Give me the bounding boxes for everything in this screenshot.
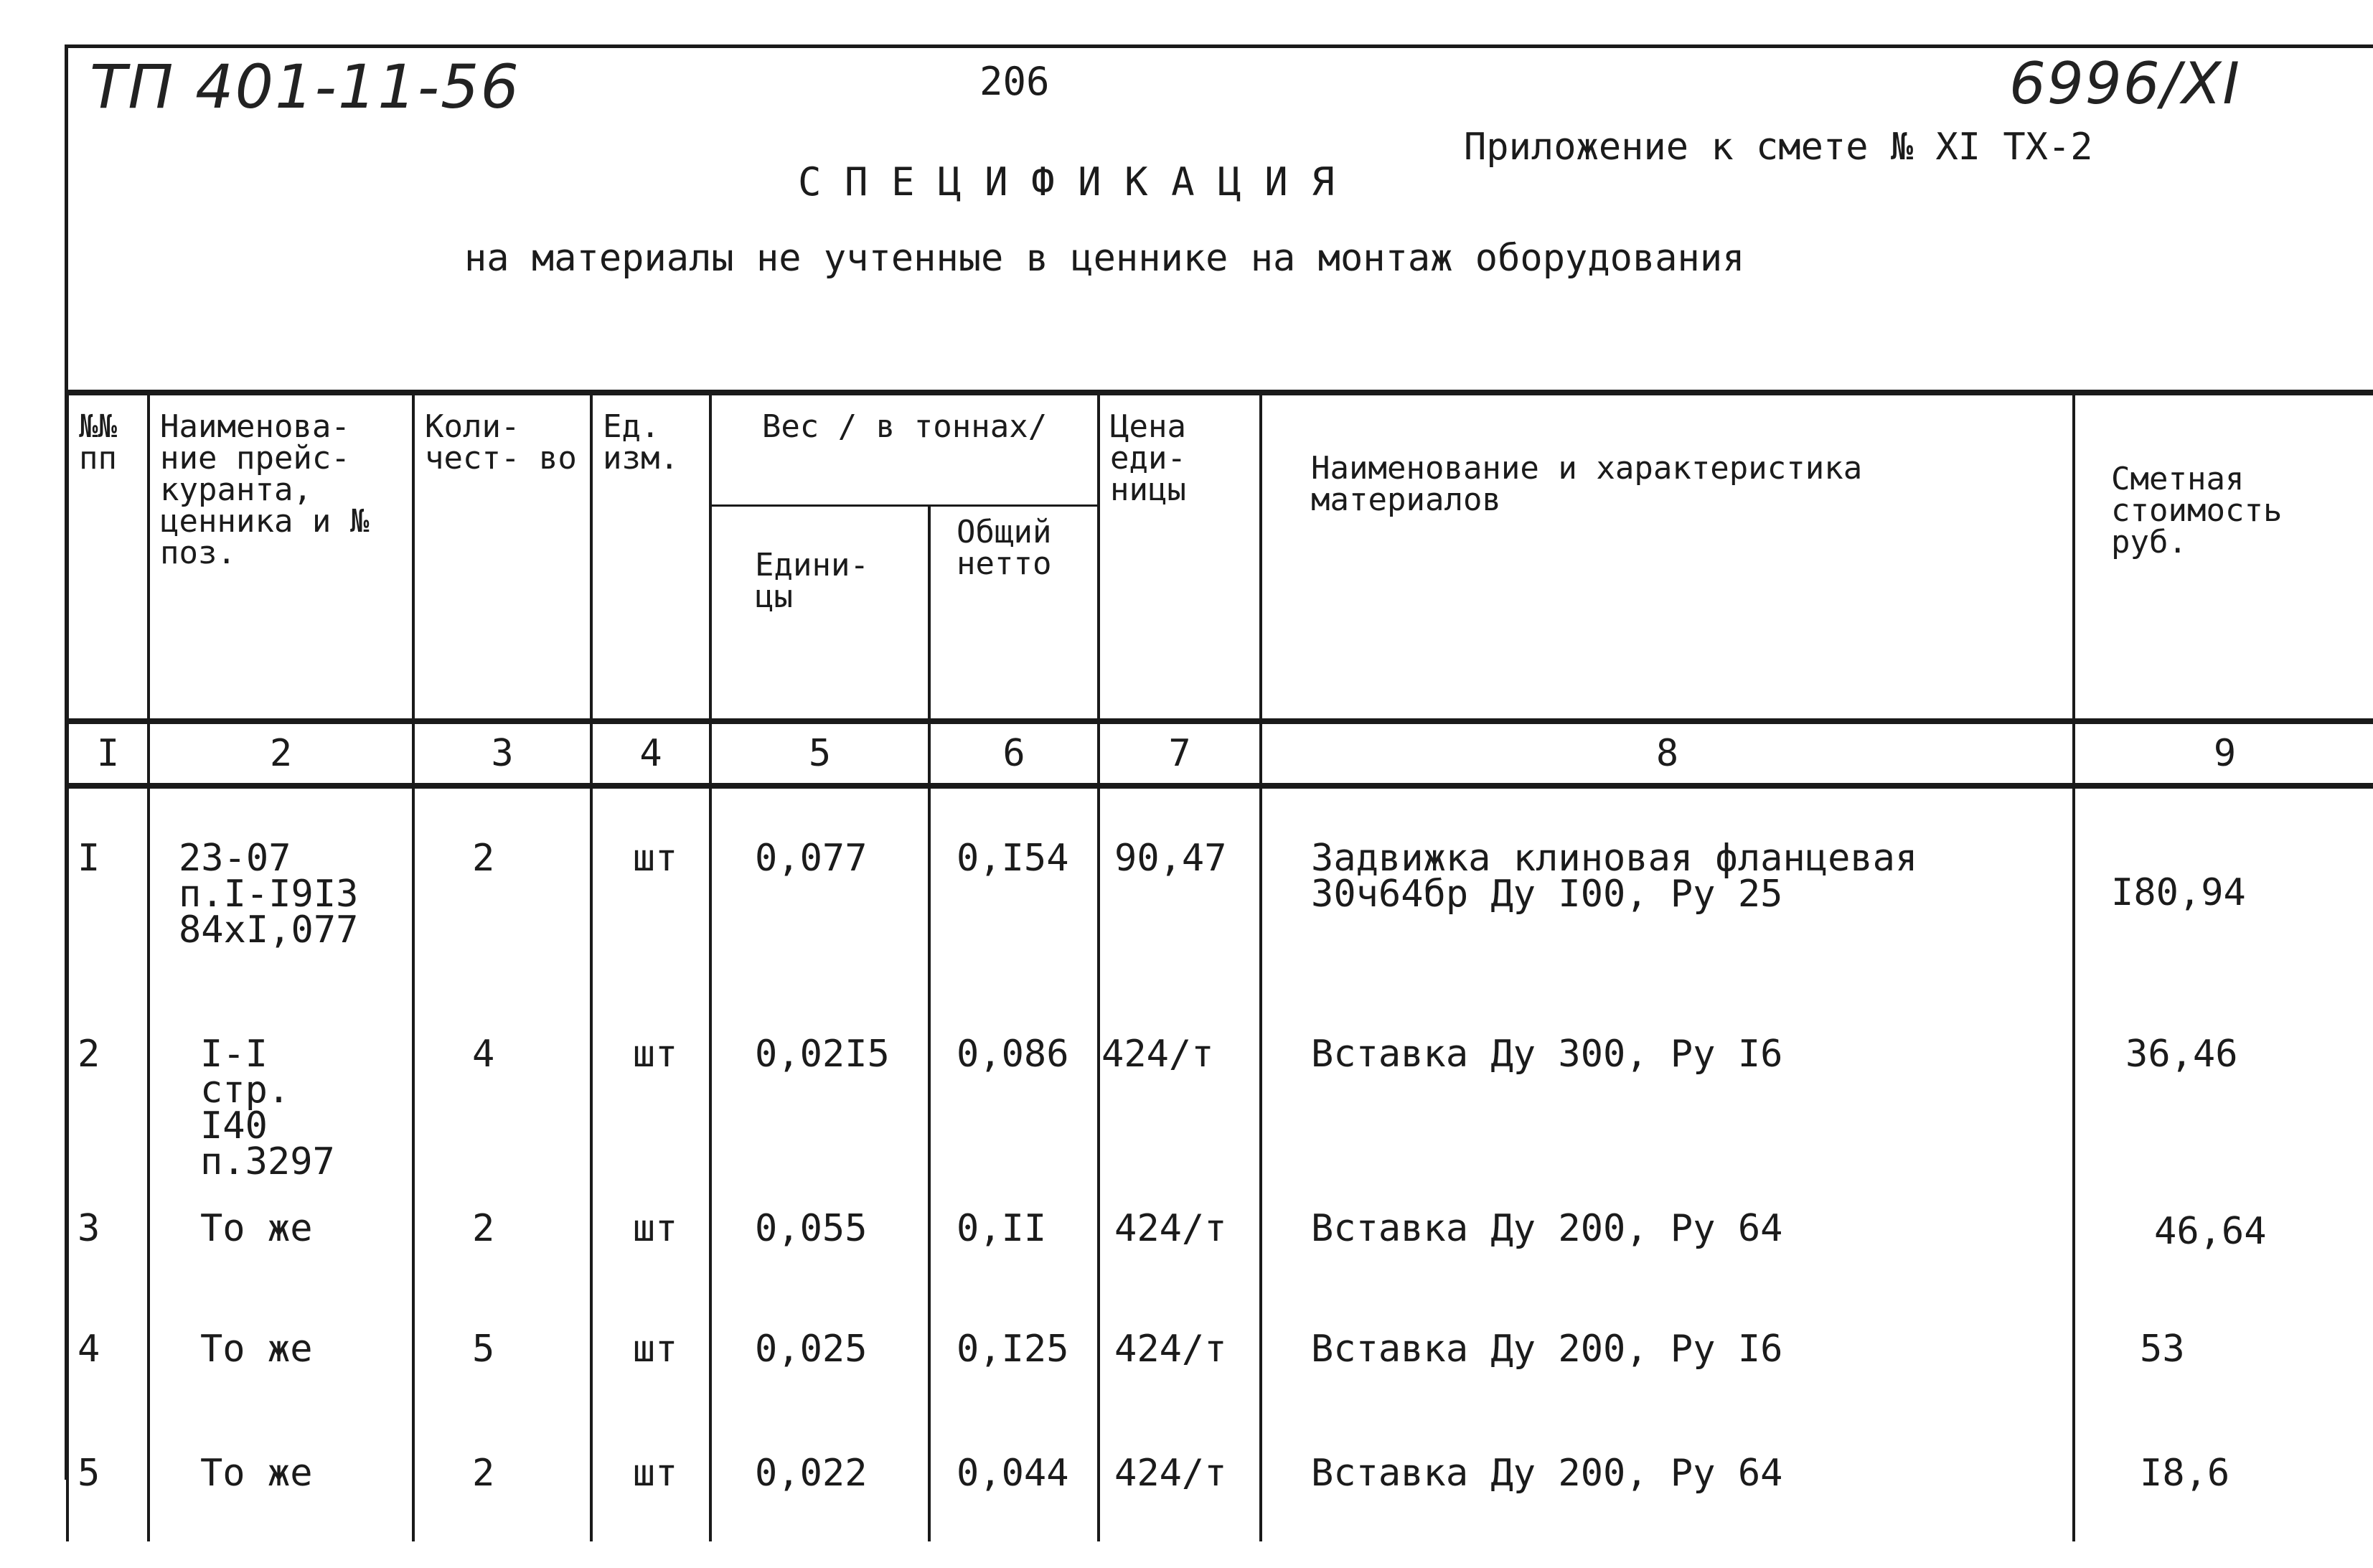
row-qty: 2 [413,1442,591,1541]
column-number: 7 [1099,721,1261,786]
row-num: 3 [67,1198,149,1318]
row-price-list: То же [149,1442,413,1541]
specification-table [66,390,2373,1541]
table-row [67,786,2373,1023]
column-number: 6 [929,721,1099,786]
row-price-list [149,1023,413,1198]
column-number: 4 [591,721,710,786]
col-header-cost: Сметная стоимость руб. [2074,393,2373,721]
row-weight-total: 0,044 [929,1442,1099,1541]
row-material: Вставка Ду 200, Ру 64 [1261,1198,2074,1318]
col-header-weight-unit: Едини- цы [710,506,929,722]
row-weight-unit: 0,02I5 [710,1023,929,1198]
row-unit: шт [591,786,710,1023]
row-qty: 2 [413,786,591,1023]
table-row [67,1198,2373,1318]
row-num: 5 [67,1442,149,1541]
row-weight-unit: 0,022 [710,1442,929,1541]
row-price-list-text: 23-07 п.I-I9I3 84xI,077 [179,837,359,952]
col-header-num: №№ пп [67,393,149,721]
page-number: 206 [979,59,1050,104]
col-header-material: Наименование и характеристика материалов [1261,393,2074,721]
document-title: С П Е Ц И Ф И К А Ц И Я [798,159,1335,205]
row-unit-price: 424/т [1099,1442,1261,1541]
row-cost: I80,94 [2074,786,2373,1023]
row-cost: 36,46 [2074,1023,2373,1198]
col-header-price-list: Наименова- ние прейс- куранта, ценника и № поз. [149,393,413,721]
row-material: Вставка Ду 200, Ру I6 [1261,1318,2074,1442]
row-weight-total: 0,I54 [929,786,1099,1023]
row-qty: 4 [413,1023,591,1198]
column-number-row [67,721,2373,786]
row-num: I [67,786,149,1023]
col-header-weight-total: Общий нетто [929,506,1099,722]
appendix-label: Приложение к смете № XI ТХ-2 [1464,126,2093,169]
row-unit-price: 424/т [1099,1023,1261,1198]
header-row [67,393,2373,506]
row-material [1261,786,2074,1023]
row-weight-unit: 0,025 [710,1318,929,1442]
frame-top-line [65,44,2373,48]
row-weight-total: 0,II [929,1198,1099,1318]
column-number: 9 [2074,721,2373,786]
document-subtitle: на материалы не учтенные в ценнике на монтаж оборудования [464,237,1745,280]
row-num: 4 [67,1318,149,1442]
table-row [67,1023,2373,1198]
sheet-code: 6996/XI [2009,50,2241,117]
row-num: 2 [67,1023,149,1198]
row-unit: шт [591,1318,710,1442]
row-cost: 46,64 [2074,1198,2373,1318]
row-unit: шт [591,1198,710,1318]
row-price-list: То же [149,1198,413,1318]
row-qty: 2 [413,1198,591,1318]
column-number: I [67,721,149,786]
col-header-quantity: Коли- чест- во [413,393,591,721]
column-number: 3 [413,721,591,786]
row-price-list-text: I-I стр. I40 п.3297 [200,1033,335,1183]
column-number: 5 [710,721,929,786]
row-unit-price: 424/т [1099,1198,1261,1318]
row-unit: шт [591,1442,710,1541]
row-weight-unit: 0,055 [710,1198,929,1318]
col-header-unit-price: Цена еди- ницы [1099,393,1261,721]
row-weight-unit: 0,077 [710,786,929,1023]
row-unit-price: 90,47 [1099,786,1261,1023]
column-number: 8 [1261,721,2074,786]
table-row [67,1442,2373,1541]
table-row [67,1318,2373,1442]
row-material-text: Задвижка клиновая фланцевая 30ч64бр Ду I00, Ру 25 [1311,837,1918,916]
row-unit: шт [591,1023,710,1198]
row-price-list: То же [149,1318,413,1442]
row-material: Вставка Ду 300, Ру I6 [1261,1023,2074,1198]
row-cost: I8,6 [2074,1442,2373,1541]
row-unit-price: 424/т [1099,1318,1261,1442]
row-cost: 53 [2074,1318,2373,1442]
row-weight-total: 0,I25 [929,1318,1099,1442]
col-header-weight-group: Вес / в тоннах/ [710,393,1099,506]
row-material: Вставка Ду 200, Ру 64 [1261,1442,2074,1541]
project-code: ТП 401-11-56 [90,52,520,122]
column-number: 2 [149,721,413,786]
row-weight-total: 0,086 [929,1023,1099,1198]
col-header-unit: Ед. изм. [591,393,710,721]
row-qty: 5 [413,1318,591,1442]
row-price-list [149,786,413,1023]
